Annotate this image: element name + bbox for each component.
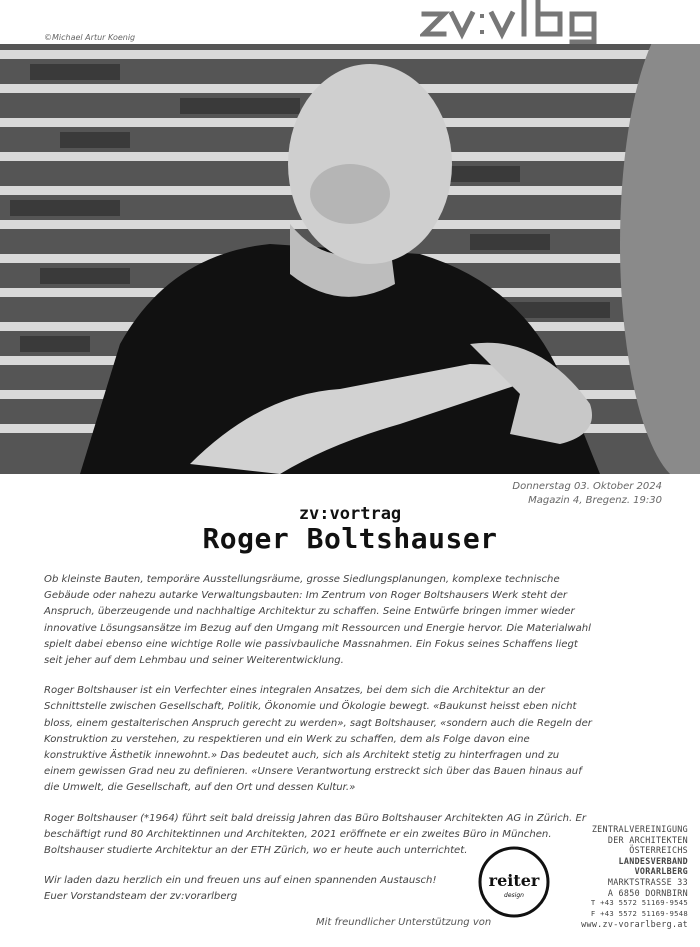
assoc-line3: ÖSTERREICHS (629, 845, 688, 856)
signoff-text: Euer Vorstandsteam der zv:vorarlberg (44, 891, 238, 903)
support-text: Mit freundlicher Unterstützung von (316, 917, 492, 928)
assoc-fax: F +43 5572 51169-9548 (590, 908, 688, 918)
speaker-name: Roger Boltshauser (202, 522, 498, 555)
paragraph-approach: Roger Boltshauser ist ein Verfechter eines integralen Ansatzes, bei dem sich die Architektur an der Schnittstelle zwischen Gesellschaft, Politik, Ökonomie und Ökologie bewegt. «Baukunst heisst eben nicht bloss, einem gestalterischen Anspruch gerecht zu werden», sagt Boltshauser, «sondern auch die Regeln der Konstruktion zu verstehen, zu respektieren und ein Werk zu schaffen, dem als Folge davon eine konstruktive Ästhetik innewohnt.» Das bedeutet auch, sich als Architekt stetig zu hinterfragen und zu einem gewissen Grad neu zu definieren. «Unsere Verantwortung erstreckt sich über das Bauen hinaus auf die Umwelt, die Gesellschaft, auf den Ort und dessen Kultur.» (44, 685, 592, 794)
event-place-time: Magazin 4, Bregenz. 19:30 (528, 495, 662, 506)
portrait-photo (0, 44, 700, 474)
event-date: Donnerstag 03. Oktober 2024 (512, 481, 662, 492)
paragraph-intro: Ob kleinste Bauten, temporäre Ausstellungsräume, grosse Siedlungsplanungen, komplexe technische Gebäude oder nahezu autarke Verwaltungsbauten: Im Zentrum von Roger Boltshausers Werk steht der Anspruch, überzeugende und nachhaltige Architektur zu schaffen. Seine Entwürfe bringen immer wieder innovative Lösungsansätze im Bezug auf den Umgang mit Ressourcen und Energie hervor. Die Materialwahl spielt dabei ebenso eine wichtige Rolle wie passivbauliche Massnahmen. Ein Fokus seines Schaffens liegt seit jeher auf dem Lehmbau und seiner Weiterentwicklung. (44, 574, 591, 667)
assoc-street: MARKTSTRASSE 33 (607, 876, 688, 887)
photo-credit: ©Michael Artur Koenig (44, 33, 136, 42)
assoc-phone: T +43 5572 51169-9545 (590, 898, 688, 908)
assoc-line5: VORARLBERG (634, 866, 688, 877)
assoc-web[interactable]: www.zv-vorarlberg.at (581, 919, 688, 930)
event-kicker: zv:vortrag (298, 504, 402, 524)
reiter-design-logo (478, 846, 550, 918)
invitation-text: Wir laden dazu herzlich ein und freuen uns auf einen spannenden Austausch! (44, 875, 437, 887)
assoc-line1: ZENTRALVEREINIGUNG (591, 824, 688, 834)
zv-vlbg-logo (420, 0, 660, 44)
sponsor-name: reiter (488, 871, 540, 890)
paragraph-bio: Roger Boltshauser (*1964) führt seit bald dreissig Jahren das Büro Boltshauser Architekten AG in Zürich. Er beschäftigt rund 80 Architektinnen und Architekten, 2021 eröffnete er ein zweites Büro in München. Boltshauser studierte Architektur an der ETH Zürich, wo er heute auch unterrichtet. (44, 812, 587, 857)
portrait-illustration (0, 44, 700, 474)
sponsor-sub: design (504, 892, 524, 899)
association-address (560, 824, 688, 930)
assoc-line2: DER ARCHITEKTEN (607, 834, 688, 845)
assoc-city: A 6850 DORNBIRN (607, 887, 688, 898)
assoc-line4: LANDESVERBAND (618, 855, 688, 866)
